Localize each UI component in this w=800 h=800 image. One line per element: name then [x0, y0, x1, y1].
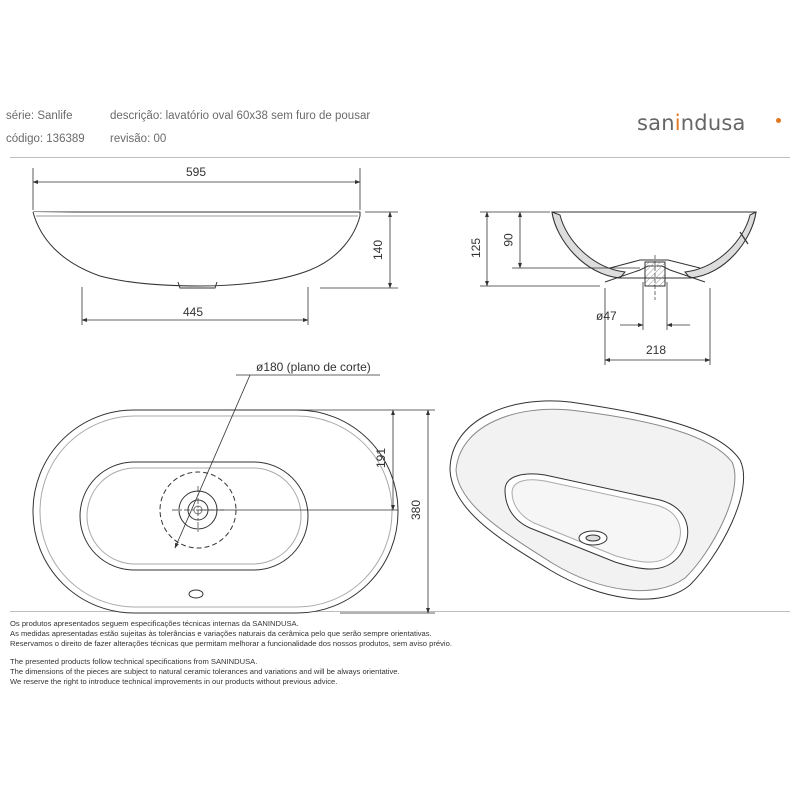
perspective-view	[450, 401, 744, 599]
dim-base-width: 218	[646, 343, 667, 357]
note-pt-1: Os produtos apresentados seguem especificações técnicas internas da SANINDUSA.	[10, 619, 299, 628]
dim-depth-inner: 90	[501, 233, 516, 247]
dim-length-top: 595	[186, 165, 207, 179]
dim-drain-diameter: ø47	[596, 309, 617, 323]
codigo-label: código: 136389	[6, 133, 85, 145]
plan-view	[33, 410, 398, 613]
dim-width-total: 380	[409, 499, 424, 521]
note-pt-3: Reservamos o direito de fazer alterações técnicas que permitam melhorar a funcionalidade dos nossos produtos, sem aviso prévio.	[10, 639, 452, 649]
dim-height-side: 140	[371, 239, 386, 261]
logo-text-accent: i	[674, 111, 681, 135]
logo-text-rest: ndusa	[680, 111, 746, 135]
serie-label: série: Sanlife	[6, 110, 73, 122]
section-view	[552, 212, 756, 300]
descricao-label: descrição: lavatório oval 60x38 sem furo de pousar	[110, 110, 371, 122]
dim-half-width: 191	[374, 447, 389, 469]
note-en-3: We reserve the right to introduce technical improvements in our products without previous advice.	[10, 677, 338, 687]
dim-cut-plane: ø180 (plano de corte)	[256, 360, 371, 374]
dim-depth-total: 125	[469, 237, 484, 259]
side-elevation	[33, 212, 360, 288]
note-pt-2: As medidas apresentadas estão sujeitas às tolerâncias e variações naturais da cerâmica pelo que serão sempre orientativas.	[10, 629, 432, 639]
logo-text-main: san	[637, 111, 675, 135]
note-en-2: The dimensions of the pieces are subject to natural ceramic tolerances and variations and will be always orientative.	[10, 666, 400, 676]
disclaimer-notes	[10, 619, 770, 687]
revisao-label: revisão: 00	[110, 133, 167, 145]
dim-base-length: 445	[183, 305, 204, 319]
note-en-1: The presented products follow technical specifications from SANINDUSA.	[10, 656, 258, 666]
